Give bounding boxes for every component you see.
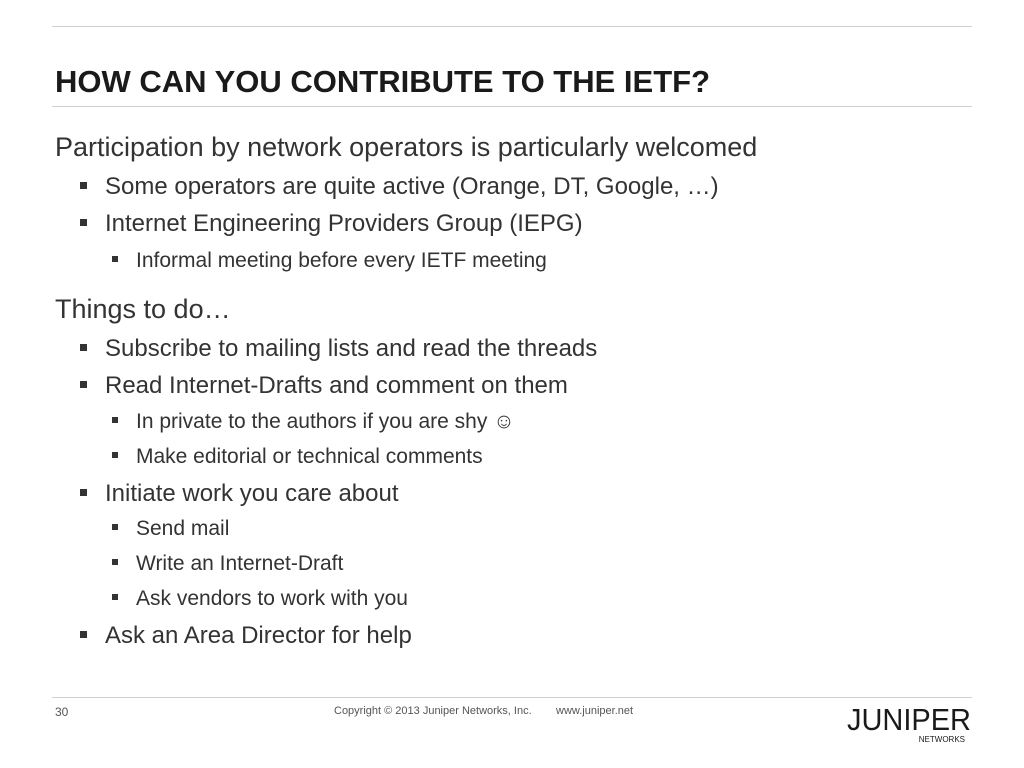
bullet-level-1 [80, 173, 719, 201]
bullet-level-1 [80, 210, 583, 238]
bullet-text: Subscribe to mailing lists and read the threads [105, 335, 598, 362]
bullet-text: Make editorial or technical comments [136, 445, 483, 468]
bullet-text: Things to do… [55, 294, 231, 324]
bullet-level-1 [80, 480, 399, 508]
square-bullet-icon [112, 524, 118, 530]
bullet-level-2 [112, 517, 229, 541]
website-link[interactable]: www.juniper.net [556, 705, 634, 717]
top-divider [52, 26, 972, 27]
bullet-text: In private to the authors if you are shy ☺ [136, 410, 515, 433]
bullet-text: Initiate work you care about [105, 480, 399, 507]
square-bullet-icon [112, 417, 118, 423]
square-bullet-icon [80, 344, 87, 351]
bullet-level-1 [80, 622, 412, 650]
bullet-text: Write an Internet-Draft [136, 552, 344, 575]
juniper-logo [845, 700, 975, 746]
square-bullet-icon [80, 381, 87, 388]
bullet-level-2 [112, 249, 547, 273]
bullet-level-0 [55, 294, 231, 325]
footer-divider [52, 697, 972, 698]
bullet-level-1 [80, 372, 568, 400]
square-bullet-icon [112, 452, 118, 458]
bullet-text: Participation by network operators is particularly welcomed [55, 132, 758, 162]
bullet-level-0 [55, 132, 757, 163]
bullet-level-1 [80, 335, 597, 363]
square-bullet-icon [80, 219, 87, 226]
bullet-text: Read Internet-Drafts and comment on them [105, 372, 568, 399]
square-bullet-icon [112, 594, 118, 600]
slide-title: HOW CAN YOU CONTRIBUTE TO THE IETF? [55, 64, 711, 99]
square-bullet-icon [80, 182, 87, 189]
square-bullet-icon [112, 559, 118, 565]
square-bullet-icon [80, 489, 87, 496]
square-bullet-icon [112, 256, 118, 262]
page-number: 30 [55, 705, 69, 719]
copyright-notice: Copyright © 2013 Juniper Networks, Inc. [334, 705, 532, 717]
logo-subtext: NETWORKS [918, 735, 965, 744]
logo-wordmark: JUNIPER [847, 702, 971, 737]
bullet-text: Some operators are quite active (Orange, DT, Google, …) [105, 173, 719, 200]
bullet-text: Informal meeting before every IETF meeting [136, 249, 547, 272]
title-divider [52, 106, 972, 107]
bullet-text: Internet Engineering Providers Group (IEPG) [105, 210, 583, 237]
bullet-level-2 [112, 552, 343, 576]
bullet-level-2 [112, 587, 408, 611]
bullet-text: Ask vendors to work with you [136, 587, 408, 610]
bullet-text: Send mail [136, 517, 230, 540]
square-bullet-icon [80, 631, 87, 638]
bullet-level-2 [112, 410, 515, 434]
bullet-text: Ask an Area Director for help [105, 622, 412, 649]
bullet-level-2 [112, 445, 483, 469]
